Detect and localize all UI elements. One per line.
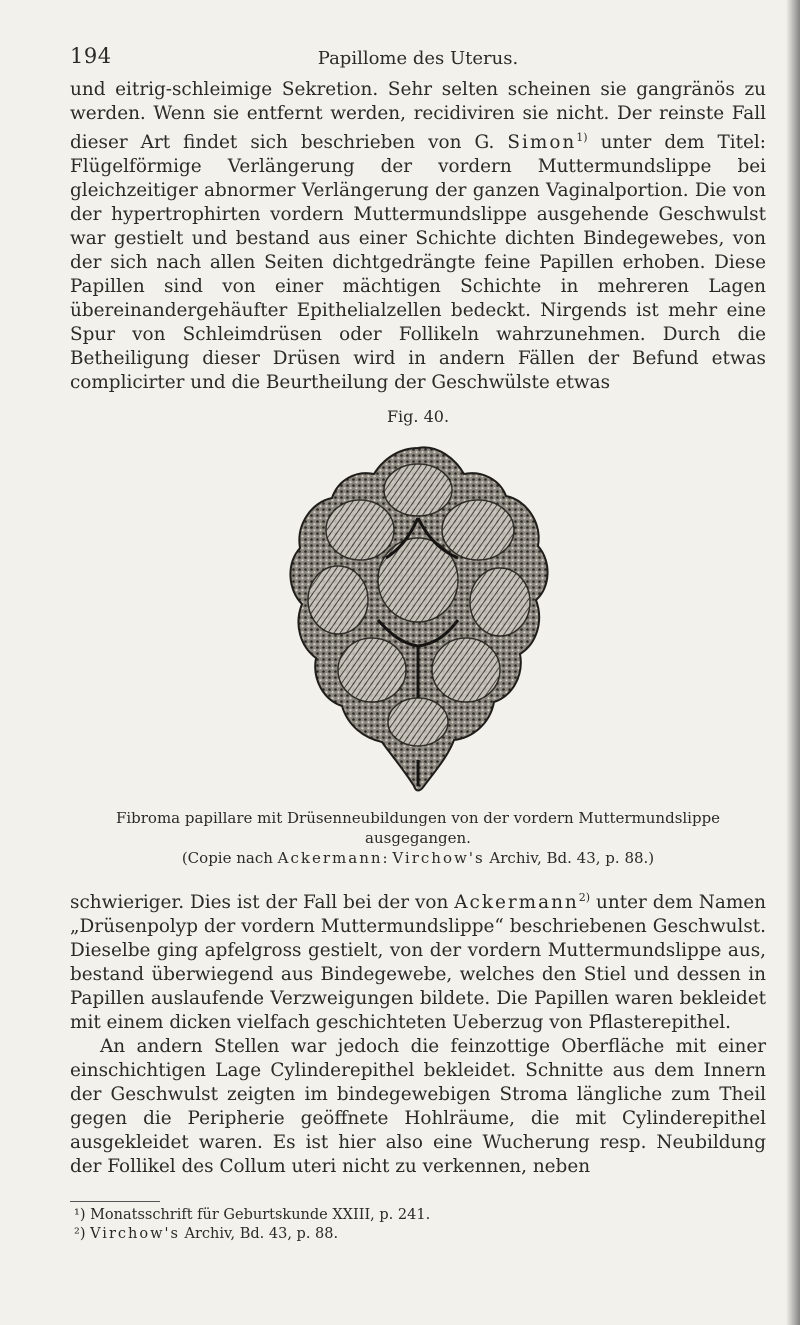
- footnote-ref-2: 2): [578, 891, 591, 905]
- paragraph-2-text-b: unter dem Namen „Drüsenpolyp der vordern Muttermundslippe“ beschriebenen Geschwulst. Dieselbe ging apfelgross gestielt, von der vordern Muttermundslippe aus, bestand überwiegend aus Bindegewebe, welches den Stiel und dessen in Papillen auslaufende Verzweigungen bildete. Die Papillen waren bekleidet mit einem dicken vielfach geschichteten Ueberzug von Pflasterepithel.: [70, 892, 767, 1034]
- book-page: [70, 44, 766, 1244]
- paragraph-1-text-b: unter dem Titel: Flügelförmige Verlängerung der vordern Muttermundslippe bei gleichzeitiger abnormer Verlängerung der ganzen Vaginalportion. Die von der hypertrophirten vordern Muttermundslippe ausgehende Geschwulst war gestielt und bestand aus einer Schichte dichten Bindegewebes, von der sich nach allen Seiten dichtgedrängte feine Papillen erhoben. Diese Papillen sind von einer mächtigen Schichte in mehreren Lagen übereinandergehäufter Epithelialzellen bedeckt. Nirgends ist mehr eine Spur von Schleimdrüsen oder Follikeln wahrzunehmen. Durch die Betheiligung dieser Drüsen wird in andern Fällen der Befund etwas complicirter und die Beurtheilung der Geschwülste etwas: [70, 132, 766, 394]
- page-edge-shadow: [786, 0, 800, 1325]
- figure-caption-source-a: (Copie nach: [181, 849, 278, 868]
- figure-caption-journal: Virchow's: [392, 849, 485, 868]
- paragraph-2: [70, 886, 766, 1035]
- figure-label: Fig. 40.: [386, 407, 450, 427]
- paragraph-2-text-a: schwieriger. Dies ist der Fall bei der von: [70, 892, 455, 914]
- page-number: 194: [70, 44, 112, 68]
- figure-caption-source-c: Archiv, Bd. 43, p. 88.): [484, 849, 655, 868]
- paragraph-1-text-a: und eitrig-schleimige Sekretion. Sehr selten scheinen sie gangränös zu werden. Wenn sie entfernt werden, recidiviren sie nicht. Der reinste Fall dieser Art findet sich beschrieben von G.: [70, 79, 766, 154]
- figure-caption-author: Ackermann: [277, 849, 383, 868]
- paragraph-1: [70, 78, 766, 395]
- author-name-simon: Simon: [507, 132, 577, 154]
- paragraph-3: An andern Stellen war jedoch die feinzottige Oberfläche mit einer einschichtigen Lage Cylinderepithel bekleidet. Schnitte aus dem Innern der Geschwulst zeigten im bindegewebigen Stroma längliche zum Theil gegen die Peripherie geöffnete Hohlräume, die mit Cylinderepithel ausgekleidet waren. Es ist hier also eine Wucherung resp. Neubildung der Follikel des Collum uteri nicht zu verkennen, neben: [70, 1036, 766, 1178]
- footnote-2-mark: ²): [74, 1226, 91, 1243]
- figure-caption-source-b: :: [382, 849, 393, 868]
- footnote-divider: [70, 1201, 160, 1202]
- footnote-2: [70, 1225, 766, 1244]
- figure-illustration: [268, 430, 568, 800]
- footnote-ref-1: 1): [576, 131, 588, 144]
- figure-caption-line-1: Fibroma papillare mit Drüsenneubildungen von der vordern Muttermundslippe ausgegangen.: [115, 809, 721, 848]
- footnote-1: ¹) Monatsschrift für Geburtskunde XXIII, p. 241.: [74, 1207, 431, 1224]
- footnote-2-rest: Archiv, Bd. 43, p. 88.: [179, 1226, 339, 1243]
- footnote-2-journal: Virchow's: [90, 1226, 180, 1243]
- page-header: [70, 44, 766, 78]
- figure-caption: [70, 808, 766, 868]
- author-name-ackermann: Ackermann: [454, 892, 579, 914]
- running-title: Papillome des Uterus.: [317, 48, 519, 69]
